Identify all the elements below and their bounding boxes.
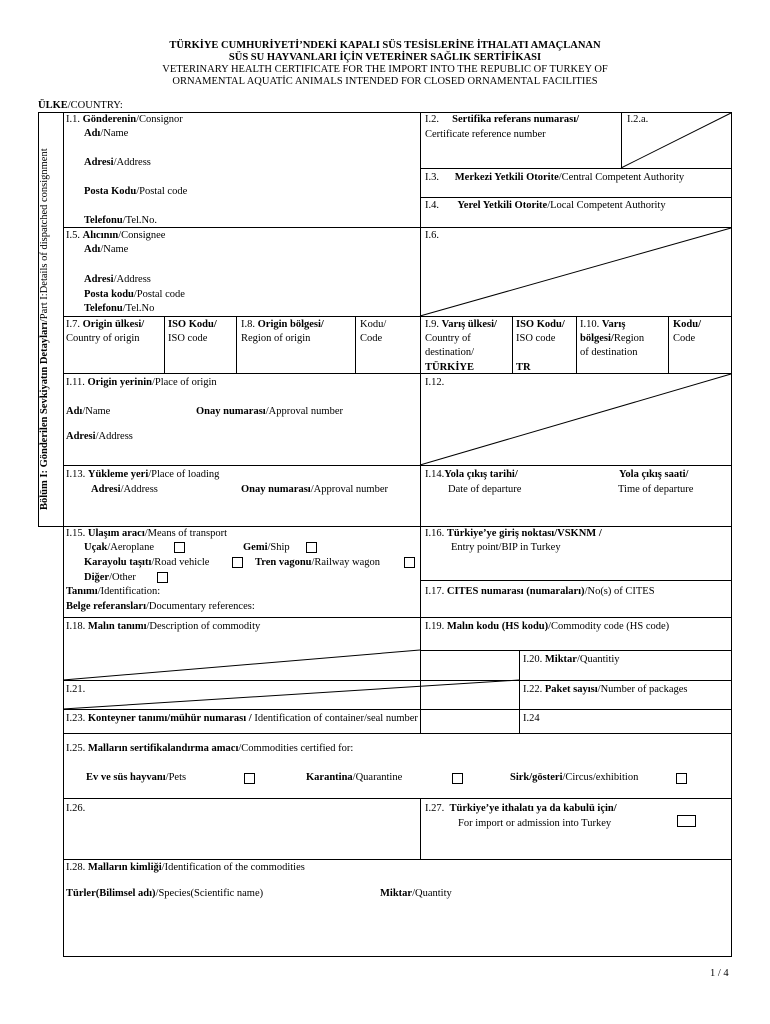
loading-approval-label: Onay numarası/Approval number — [241, 484, 389, 495]
origin-approval-label: Onay numarası/Approval number — [196, 406, 344, 417]
quarantine-checkbox[interactable] — [452, 773, 463, 784]
loading-address-label: Adresi/Address — [91, 484, 158, 495]
consignee-name-label: Adı/Name — [84, 244, 129, 255]
origin-name-label: Adı/Name — [66, 406, 111, 417]
section-i4-local-authority: I.4. Yerel Yetkili Otorite/Local Competent Authority — [425, 200, 666, 211]
destination-iso-value: TR — [516, 362, 531, 373]
country-label: ÜLKE/COUNTRY: — [38, 100, 123, 111]
aeroplane-checkbox[interactable] — [174, 542, 185, 553]
section-i19-commodity-code: I.19. Malın kodu (HS kodu)/Commodity code (HS code) — [425, 621, 670, 632]
title-en-line2: ORNAMENTAL AQUATİC ANIMALS INTENDED FOR CLOSED ORNAMENTAL FACILITIES — [172, 76, 598, 87]
section-i3-central-authority: I.3. Merkezi Yetkili Otorite/Central Competent Authority — [425, 172, 685, 183]
transport-identification-label: Tanımı/Identification: — [66, 586, 161, 597]
origin-address-label: Adresi/Address — [66, 431, 133, 442]
other-transport-checkbox[interactable] — [157, 572, 168, 583]
pets-checkbox[interactable] — [244, 773, 255, 784]
section-i2a: I.2.a. — [627, 114, 649, 125]
species-column-label: Türler(Bilimsel adı)/Species(Scientific name) — [66, 888, 264, 899]
section-i22-packages: I.22. Paket sayısı/Number of packages — [523, 684, 688, 695]
consignee-postal-label: Posta kodu/Postal code — [84, 289, 185, 300]
documentary-references-label: Belge referansları/Documentary references: — [66, 601, 255, 612]
consignee-tel-label: Telefonu/Tel.No — [84, 303, 155, 314]
destination-country-value: TÜRKİYE — [425, 362, 475, 373]
section-i24: I.24 — [523, 713, 540, 724]
page-number: 1 / 4 — [710, 968, 729, 979]
railway-wagon-checkbox[interactable] — [404, 557, 415, 568]
section-i20-quantity: I.20. Miktar/Quantitiy — [523, 654, 620, 665]
consignee-address-label: Adresi/Address — [84, 274, 151, 285]
import-admission-checkbox[interactable] — [677, 815, 696, 827]
section-i18-commodity-description: I.18. Malın tanımı/Description of commodity — [66, 621, 261, 632]
consignor-address-label: Adresi/Address — [84, 157, 151, 168]
section-i21: I.21. — [66, 684, 86, 695]
consignor-tel-label: Telefonu/Tel.No. — [84, 215, 157, 226]
circus-exhibition-checkbox[interactable] — [676, 773, 687, 784]
title-tr-line1: TÜRKİYE CUMHURİYETİ’NDEKİ KAPALI SÜS TESİSLERİNE İTHALATI AMAÇLANAN — [169, 40, 601, 51]
section-i12: I.12. — [425, 377, 445, 388]
section-i6: I.6. — [425, 230, 439, 241]
part-one-side-label: Bölüm I: Gönderilen Sevkiyatın Detayları/Part I:Details of dispatched consignment — [39, 148, 50, 510]
consignor-name-label: Adı/Name — [84, 128, 129, 139]
road-vehicle-checkbox[interactable] — [232, 557, 243, 568]
section-i26: I.26. — [66, 803, 86, 814]
section-i17-cites: I.17. CITES numarası (numaraları)/No(s) of CITES — [425, 586, 655, 597]
section-i23-container: I.23. Konteyner tanımı/mühür numarası / Identification of container/seal number — [66, 713, 418, 724]
consignor-postal-label: Posta Kodu/Postal code — [84, 186, 188, 197]
title-en-line1: VETERINARY HEALTH CERTIFICATE FOR THE IMPORT INTO THE REPUBLIC OF TURKEY OF — [162, 64, 608, 75]
quantity-column-label: Miktar/Quantity — [380, 888, 452, 899]
ship-checkbox[interactable] — [306, 542, 317, 553]
title-tr-line2: SÜS SU HAYVANLARI İÇİN VETERİNER SAĞLIK SERTİFİKASI — [228, 52, 542, 63]
